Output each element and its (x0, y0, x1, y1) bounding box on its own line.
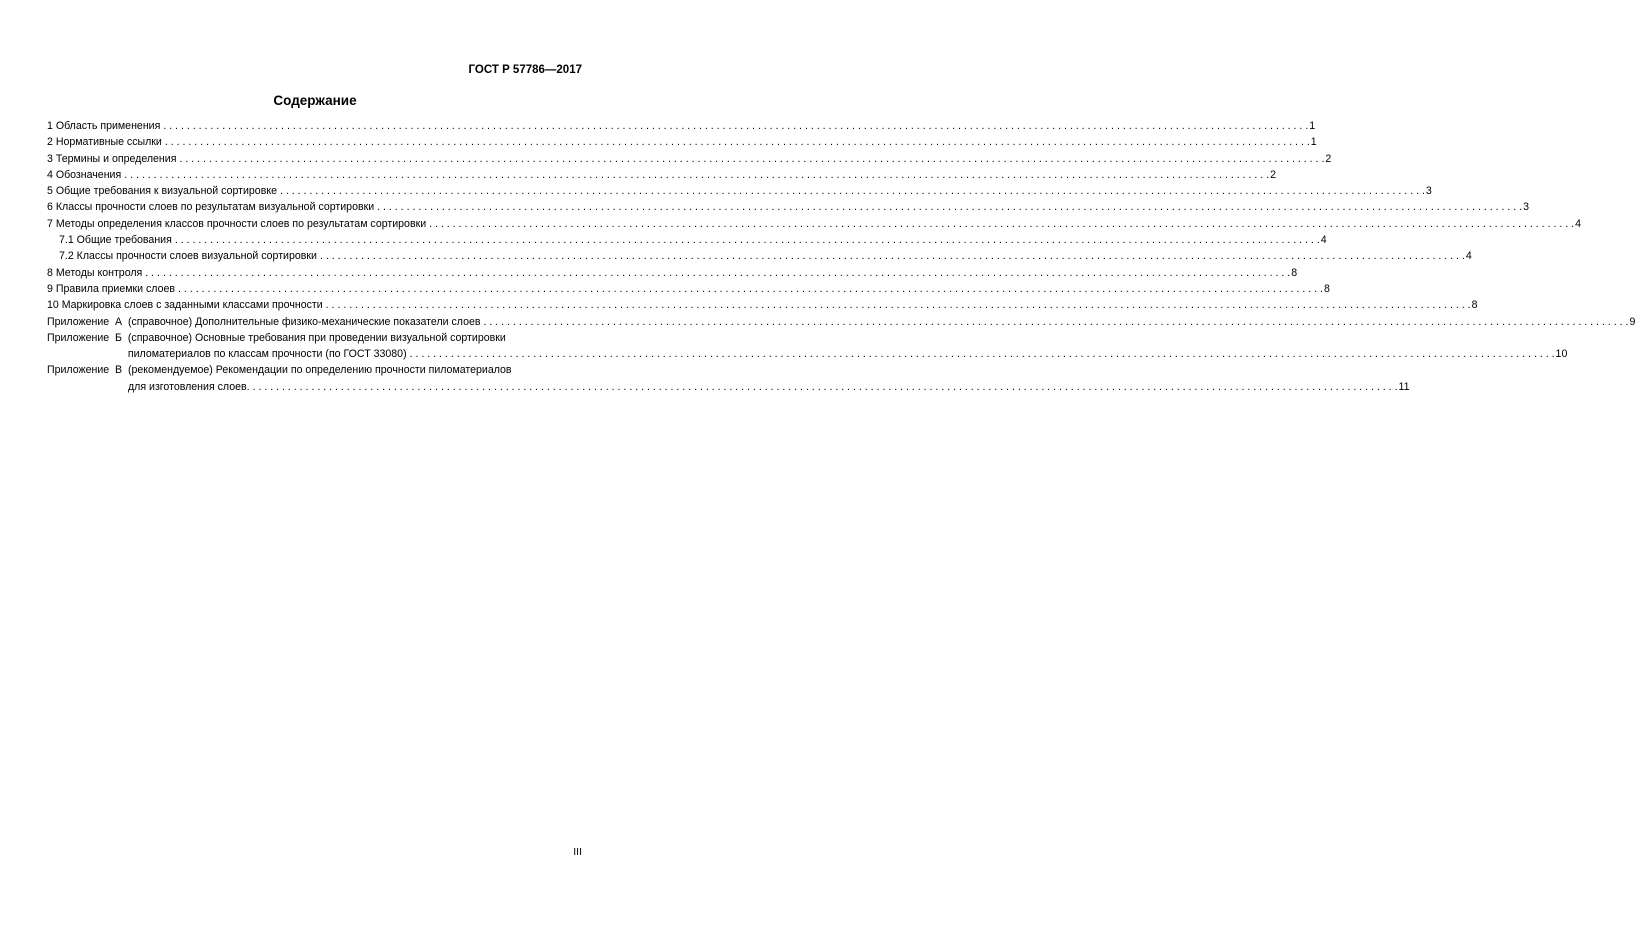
toc-title: Содержание (273, 93, 357, 108)
toc-subentry[interactable]: 7.2 Классы прочности слоев визуальной сортировки . . . 4 (47, 248, 582, 264)
toc-entry[interactable]: 6 Классы прочности слоев по результатам визуальной сортировки . . . 3 (47, 199, 582, 215)
toc-entry[interactable]: 2 Нормативные ссылки . . . 1 (47, 134, 582, 150)
document-header-code: ГОСТ Р 57786—2017 (468, 64, 582, 76)
page-number: III (573, 846, 582, 858)
toc-entry[interactable]: 8 Методы контроля . . . 8 (47, 265, 582, 281)
toc-annex-v[interactable]: Приложение В (рекомендуемое) Рекомендации по определению прочности пиломатериалов для изготовления слоев. . . . 11 (47, 362, 582, 395)
toc-entry[interactable]: 9 Правила приемки слоев . . . 8 (47, 281, 582, 297)
toc-entry[interactable]: 4 Обозначения . . . 2 (47, 167, 582, 183)
toc-entry[interactable]: 10 Маркировка слоев с заданными классами прочности . . . 8 (47, 297, 582, 313)
toc-annex-a[interactable]: Приложение А (справочное) Дополнительные физико-механические показатели слоев . . . 9 (47, 314, 582, 330)
toc-entry[interactable]: 5 Общие требования к визуальной сортировке . . . 3 (47, 183, 582, 199)
table-of-contents (47, 118, 1635, 395)
toc-annex-b[interactable]: Приложение Б (справочное) Основные требования при проведении визуальной сортировки пиломатериалов по классам прочности (по ГОСТ 33080) . . . 10 (47, 330, 582, 363)
toc-entry[interactable]: 3 Термины и определения . . . 2 (47, 151, 582, 167)
toc-subentry[interactable]: 7.1 Общие требования . . . 4 (47, 232, 582, 248)
toc-entry[interactable]: 7 Методы определения классов прочности слоев по результатам сортировки . . . 4 (47, 216, 582, 232)
toc-entry[interactable]: 1 Область применения . . . 1 (47, 118, 582, 134)
